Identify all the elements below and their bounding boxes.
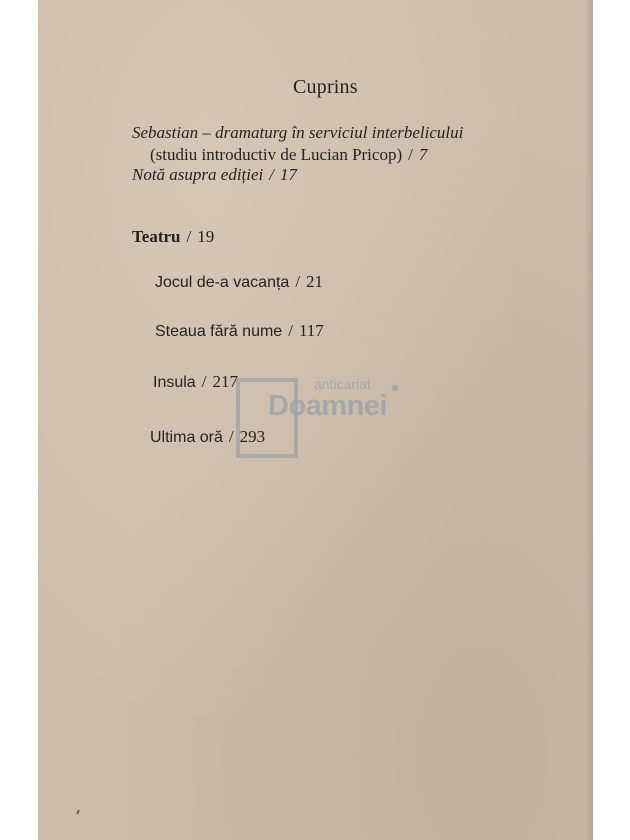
entry-title: Ultima oră — [150, 429, 223, 446]
toc-entry — [155, 272, 323, 292]
entry-page-number: 21 — [306, 272, 324, 291]
watermark-small-text: anticariat — [314, 376, 371, 392]
toc-intro-subtitle — [150, 145, 427, 165]
separator: / — [228, 427, 234, 446]
toc-title: Cuprins — [293, 76, 358, 98]
separator: / — [295, 272, 301, 291]
page-edge-shadow — [585, 0, 593, 840]
toc-entry — [150, 427, 265, 447]
watermark-big-text: Doamnei — [268, 390, 387, 422]
nota-title-text: Notă asupra ediției — [132, 165, 264, 184]
separator: / — [201, 372, 207, 391]
separator: / — [288, 321, 293, 340]
separator: / — [408, 145, 413, 164]
separator: / — [269, 165, 275, 184]
section-page-number: 19 — [197, 227, 215, 246]
entry-title: Steaua fără nume — [155, 323, 283, 340]
entry-title: Insula — [153, 374, 196, 391]
toc-section-teatru — [132, 227, 214, 247]
toc-intro-title — [132, 123, 463, 143]
intro-title-text: Sebastian – dramaturg în serviciul interbelicului — [132, 123, 464, 142]
intro-page-number: 7 — [418, 145, 428, 164]
section-title: Teatru — [132, 227, 181, 246]
entry-page-number: 293 — [239, 427, 266, 446]
entry-page-number: 217 — [212, 372, 238, 391]
toc-entry — [153, 372, 238, 392]
entry-title: Jocul de-a vacanța — [155, 274, 290, 291]
nota-page-number: 17 — [280, 165, 298, 184]
separator: / — [186, 227, 192, 246]
entry-page-number: 117 — [298, 321, 324, 340]
intro-subtitle-text: (studiu introductiv de Lucian Pricop) — [150, 145, 403, 164]
toc-entry — [155, 321, 324, 341]
toc-nota-entry — [132, 165, 297, 185]
